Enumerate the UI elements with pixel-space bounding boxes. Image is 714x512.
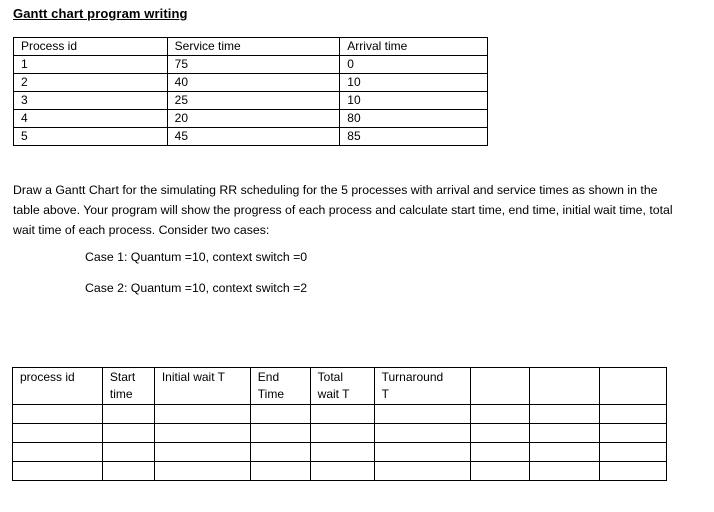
table-row — [14, 56, 488, 74]
header-cell: Start time — [102, 368, 154, 405]
table-cell: 75 — [167, 56, 340, 74]
table-cell — [310, 462, 374, 481]
table-cell — [374, 443, 470, 462]
header-cell: Arrival time — [340, 38, 488, 56]
table-cell — [250, 405, 310, 424]
table-cell — [154, 443, 250, 462]
table-cell — [310, 443, 374, 462]
table-cell — [470, 462, 530, 481]
table-cell — [470, 443, 530, 462]
header-cell: Service time — [167, 38, 340, 56]
case-2-text: Case 2: Quantum =10, context switch =2 — [85, 281, 308, 295]
instructions-paragraph: Draw a Gantt Chart for the simulating RR scheduling for the 5 processes with arrival and service times as shown in the table above. Your program will show the progress of each process and calculate start time, end time, initial wait time, total wait time of each process. Consider two cases: — [13, 183, 673, 237]
header-cell: Turnaround T — [374, 368, 470, 405]
table-cell: 0 — [340, 56, 488, 74]
process-table — [13, 37, 488, 146]
case-1-text: Case 1: Quantum =10, context switch =0 — [85, 250, 308, 264]
table-cell — [374, 405, 470, 424]
table-cell: 2 — [14, 74, 168, 92]
table-cell — [154, 405, 250, 424]
table-row — [13, 443, 667, 462]
table-cell: 10 — [340, 92, 488, 110]
table-cell — [530, 443, 600, 462]
table-cell — [470, 405, 530, 424]
table-cell — [250, 424, 310, 443]
header-cell — [600, 368, 667, 405]
table-cell: 4 — [14, 110, 168, 128]
table-cell — [102, 443, 154, 462]
table-row — [13, 424, 667, 443]
table-cell — [250, 462, 310, 481]
table-row — [13, 405, 667, 424]
table-cell: 40 — [167, 74, 340, 92]
table-cell — [600, 424, 667, 443]
table-cell — [102, 424, 154, 443]
header-cell — [470, 368, 530, 405]
document-title: Gantt chart program writing — [13, 6, 188, 21]
header-cell: End Time — [250, 368, 310, 405]
header-cell: Process id — [14, 38, 168, 56]
table-cell — [600, 443, 667, 462]
header-cell: Total wait T — [310, 368, 374, 405]
table-cell: 1 — [14, 56, 168, 74]
table-cell — [13, 443, 103, 462]
table-cell — [310, 405, 374, 424]
table-cell: 3 — [14, 92, 168, 110]
table-row — [14, 74, 488, 92]
table-cell — [530, 424, 600, 443]
table-cell: 10 — [340, 74, 488, 92]
table-cell: 80 — [340, 110, 488, 128]
table-cell — [530, 462, 600, 481]
table-row — [14, 92, 488, 110]
header-cell: process id — [13, 368, 103, 405]
table-cell — [102, 462, 154, 481]
table-cell: 25 — [167, 92, 340, 110]
table-cell — [310, 424, 374, 443]
table-header-row — [14, 38, 488, 56]
table-cell — [600, 405, 667, 424]
table-cell: 5 — [14, 128, 168, 146]
table-cell — [600, 462, 667, 481]
table-cell — [374, 424, 470, 443]
table-cell — [13, 405, 103, 424]
table-cell — [154, 424, 250, 443]
table-header-row — [13, 368, 667, 405]
table-cell — [13, 424, 103, 443]
table-cell: 20 — [167, 110, 340, 128]
table-row — [14, 110, 488, 128]
table-cell: 85 — [340, 128, 488, 146]
table-row — [14, 128, 488, 146]
table-cell — [250, 443, 310, 462]
table-cell — [13, 462, 103, 481]
table-row — [13, 462, 667, 481]
table-cell — [102, 405, 154, 424]
header-cell: Initial wait T — [154, 368, 250, 405]
results-table — [12, 367, 667, 481]
table-cell — [374, 462, 470, 481]
table-cell: 45 — [167, 128, 340, 146]
table-cell — [154, 462, 250, 481]
table-cell — [530, 405, 600, 424]
table-cell — [470, 424, 530, 443]
header-cell — [530, 368, 600, 405]
